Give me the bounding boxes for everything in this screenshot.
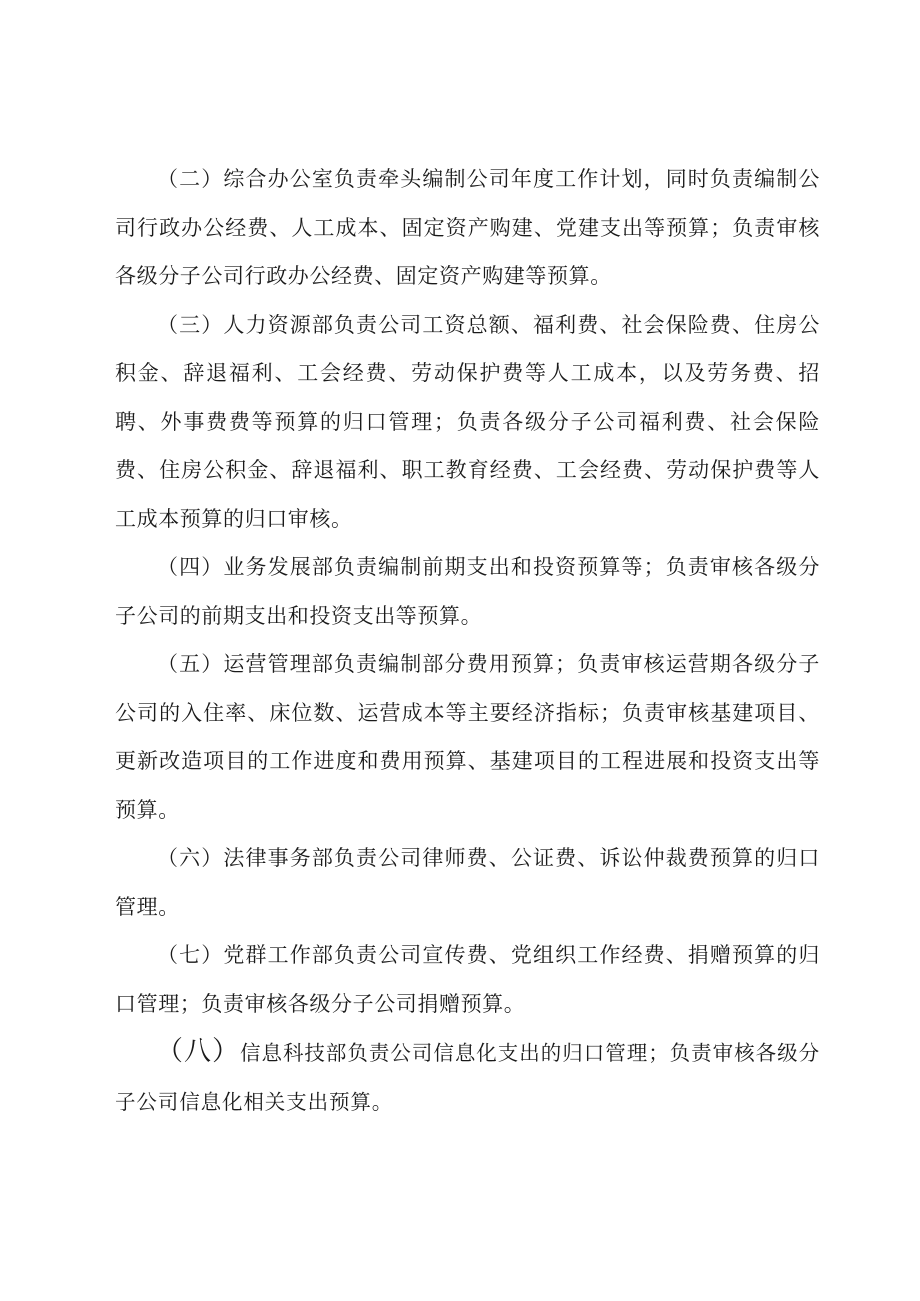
paragraph-4: （四）业务发展部负责编制前期支出和投资预算等；负责审核各级分子公司的前期支出和投资支出等预算。: [115, 555, 820, 628]
paragraph-3: （三）人力资源部负责公司工资总额、福利费、社会保险费、住房公积金、辞退福利、工会经费、劳动保护费等人工成本，以及劳务费、招聘、外事费费等预算的归口管理；负责各级分子公司福利费、社会保险费、住房公积金、辞退福利、职工教育经费、工会经费、劳动保护费等人工成本预算的归口审核。: [115, 312, 820, 531]
paragraph-7: （七）党群工作部负责公司宣传费、党组织工作经费、捐赠预算的归口管理；负责审核各级分子公司捐赠预算。: [115, 943, 820, 1016]
paragraph-6: （六）法律事务部负责公司律师费、公证费、诉讼仲裁费预算的归口管理。: [115, 846, 820, 919]
paragraph-5: （五）运营管理部负责编制部分费用预算；负责审核运营期各级分子公司的入住率、床位数、运营成本等主要经济指标；负责审核基建项目、更新改造项目的工作进度和费用预算、基建项目的工程进展和投资支出等预算。: [115, 652, 820, 822]
document-body: [115, 155, 820, 1126]
paragraph-8-text: 信息科技部负责公司信息化支出的归口管理；负责审核各级分子公司信息化相关支出预算。: [115, 1041, 820, 1114]
paragraph-2: （二）综合办公室负责牵头编制公司年度工作计划，同时负责编制公司行政办公经费、人工成本、固定资产购建、党建支出等预算；负责审核各级分子公司行政办公经费、固定资产购建等预算。: [115, 167, 820, 288]
paragraph-8: [115, 1028, 820, 1126]
paragraph-8-lead: （八）: [156, 1036, 240, 1067]
